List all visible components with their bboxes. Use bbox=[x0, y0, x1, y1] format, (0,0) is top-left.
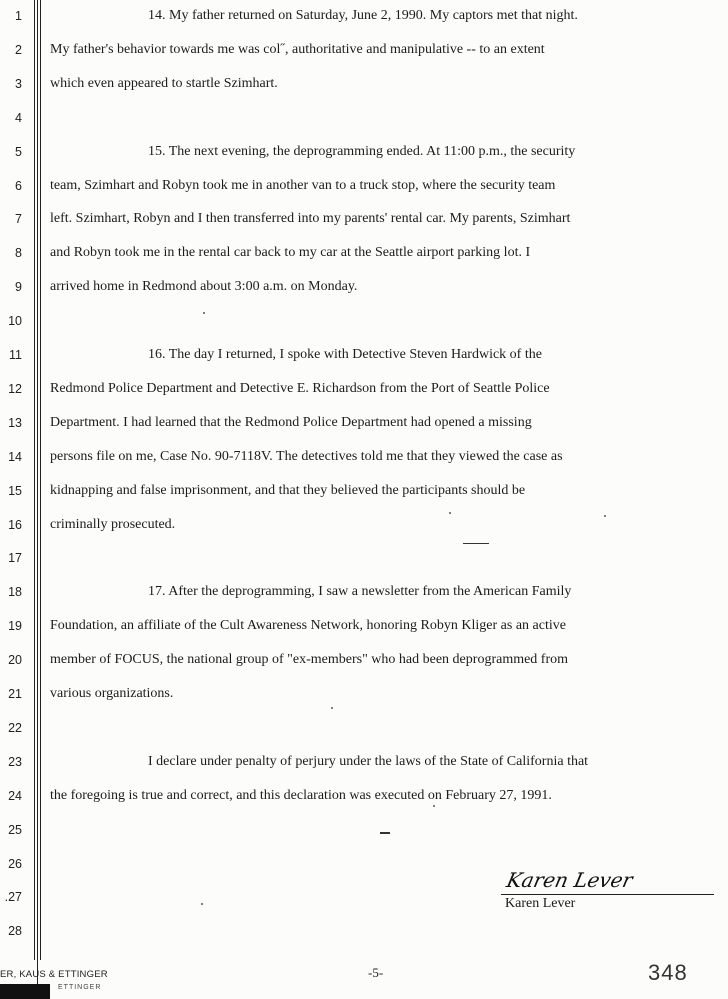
line-number: 21 bbox=[8, 687, 22, 701]
line-number: 10 bbox=[8, 314, 22, 329]
line-number: 23 bbox=[8, 754, 22, 769]
bates-number: 348 bbox=[648, 960, 688, 985]
line-number: 18 bbox=[8, 585, 22, 600]
margin-rule bbox=[40, 0, 41, 960]
paragraph-first-line: 15. The next evening, the deprogramming ended. At 11:00 p.m., the security bbox=[148, 143, 576, 159]
paragraph-first-line: 14. My father returned on Saturday, June 2, 1990. My captors met that night. bbox=[148, 8, 578, 23]
text-line: Redmond Police Department and Detective E. Richardson from the Port of Seattle Police bbox=[50, 380, 550, 396]
text-line: various organizations. bbox=[50, 686, 174, 701]
signer-name: Karen Lever bbox=[505, 896, 576, 911]
stray-mark bbox=[201, 903, 203, 905]
line-number: 7 bbox=[15, 212, 22, 227]
line-number: 4 bbox=[15, 110, 22, 125]
line-number: 26 bbox=[8, 856, 22, 871]
line-number: 15 bbox=[8, 483, 22, 498]
firm-logo-block bbox=[0, 984, 50, 999]
text-line: kidnapping and false imprisonment, and that they believed the participants should be bbox=[50, 482, 526, 498]
text-line: arrived home in Redmond about 3:00 a.m. on Monday. bbox=[50, 279, 358, 295]
paragraph-first-line: 16. The day I returned, I spoke with Detective Steven Hardwick of the bbox=[148, 347, 542, 362]
line-number: 17 bbox=[8, 551, 22, 566]
text-line: criminally prosecuted. bbox=[50, 516, 176, 532]
signature bbox=[504, 868, 634, 892]
text-line: Foundation, an affiliate of the Cult Awareness Network, honoring Robyn Kliger as an active bbox=[50, 618, 566, 634]
line-number: 22 bbox=[8, 720, 22, 735]
line-number: 16 bbox=[8, 517, 22, 532]
firm-name: ER, KAUS & ETTINGER bbox=[0, 969, 108, 980]
firm-subtitle: ETTINGER bbox=[58, 984, 102, 991]
line-number: 24 bbox=[8, 788, 22, 803]
line-number: 1 bbox=[15, 9, 22, 23]
line-number: 25 bbox=[8, 822, 22, 837]
stray-mark bbox=[433, 805, 435, 807]
handwritten-signature: Karen Lever bbox=[504, 868, 635, 892]
margin-rule bbox=[37, 0, 38, 999]
page-number: -5- bbox=[368, 965, 384, 980]
stray-mark bbox=[203, 312, 205, 314]
line-number: .27 bbox=[4, 890, 22, 905]
margin-rule bbox=[34, 0, 35, 960]
line-number: 28 bbox=[8, 924, 22, 939]
text-line: and Robyn took me in the rental car back to my car at the Seattle airport parking lot. I bbox=[50, 245, 531, 261]
text-line: persons file on me, Case No. 90-7118V. The detectives told me that they viewed the case as bbox=[50, 448, 563, 464]
signature-line bbox=[501, 894, 714, 895]
stray-mark bbox=[463, 543, 489, 544]
line-number: 14 bbox=[8, 449, 22, 464]
text-line: left. Szimhart, Robyn and I then transferred into my parents' rental car. My parents, Szimhart bbox=[50, 211, 571, 227]
stray-mark bbox=[449, 512, 451, 514]
text-line: which even appeared to startle Szimhart. bbox=[50, 75, 278, 91]
line-number: 11 bbox=[9, 348, 22, 362]
stray-mark bbox=[331, 707, 333, 709]
text-line: Department. I had learned that the Redmond Police Department had opened a missing bbox=[50, 414, 532, 430]
line-number: 3 bbox=[15, 76, 22, 91]
stray-mark bbox=[380, 832, 390, 834]
line-number: 6 bbox=[15, 178, 22, 193]
paragraph-first-line: 17. After the deprogramming, I saw a newsletter from the American Family bbox=[148, 584, 572, 600]
line-number: 13 bbox=[8, 415, 22, 430]
line-number: 5 bbox=[15, 144, 22, 159]
line-number: 19 bbox=[8, 619, 22, 634]
line-number: 20 bbox=[8, 653, 22, 668]
text-line: member of FOCUS, the national group of "ex-members" who had been deprogrammed from bbox=[50, 652, 569, 668]
line-number: 2 bbox=[15, 42, 22, 57]
text-line: team, Szimhart and Robyn took me in another van to a truck stop, where the security team bbox=[50, 177, 556, 193]
line-number: 12 bbox=[8, 381, 22, 396]
text-line: My father's behavior towards me was col˝, authoritative and manipulative -- to an extent bbox=[50, 41, 545, 57]
line-number: 8 bbox=[15, 246, 22, 261]
text-line: the foregoing is true and correct, and this declaration was executed on February 27, 1991. bbox=[50, 787, 552, 803]
paragraph-first-line: I declare under penalty of perjury under the laws of the State of California that bbox=[148, 753, 589, 769]
stray-mark bbox=[604, 515, 606, 517]
line-number: 9 bbox=[15, 280, 22, 295]
